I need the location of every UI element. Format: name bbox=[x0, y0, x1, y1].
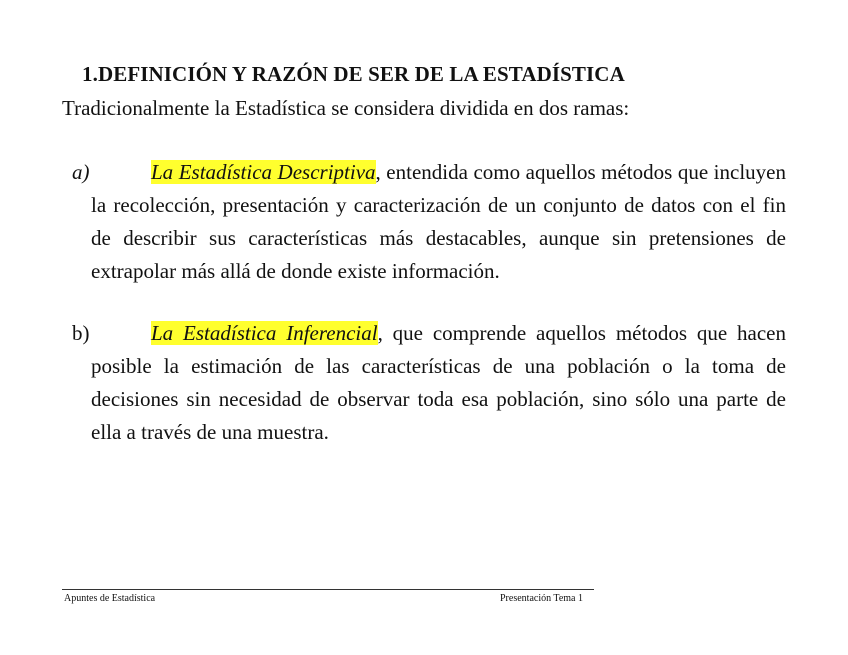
intro-paragraph: Tradicionalmente la Estadística se considera dividida en dos ramas: bbox=[62, 96, 630, 120]
highlighted-term-descriptive: La Estadística Descriptiva bbox=[151, 160, 376, 184]
list-item-descriptive bbox=[72, 156, 786, 288]
list-item-text: , entendida como aquellos métodos que incluyen la recolección, presentación y caracterización de un conjunto de datos con el fin de describir sus características más destacables, aunque sin pretensiones de extrapolar más allá de donde existe información. bbox=[91, 160, 786, 283]
list-item-body bbox=[72, 317, 786, 449]
footer-right-text: Presentación Tema 1 bbox=[500, 593, 583, 604]
highlighted-term-inferential: La Estadística Inferencial bbox=[151, 321, 378, 345]
list-item-body bbox=[72, 156, 786, 288]
section-heading: 1.DEFINICIÓN Y RAZÓN DE SER DE LA ESTADÍSTICA bbox=[82, 62, 625, 86]
list-marker-b: b) bbox=[72, 321, 90, 345]
footer-divider bbox=[62, 589, 594, 590]
list-marker-a: a) bbox=[72, 160, 90, 184]
footer-left-text: Apuntes de Estadística bbox=[64, 593, 156, 604]
list-item-text: , que comprende aquellos métodos que hacen posible la estimación de las características de una población o la toma de decisiones sin necesidad de observar toda esa población, sino sólo una parte de ella a través de una muestra. bbox=[91, 321, 786, 444]
list-item-inferential bbox=[72, 317, 786, 449]
